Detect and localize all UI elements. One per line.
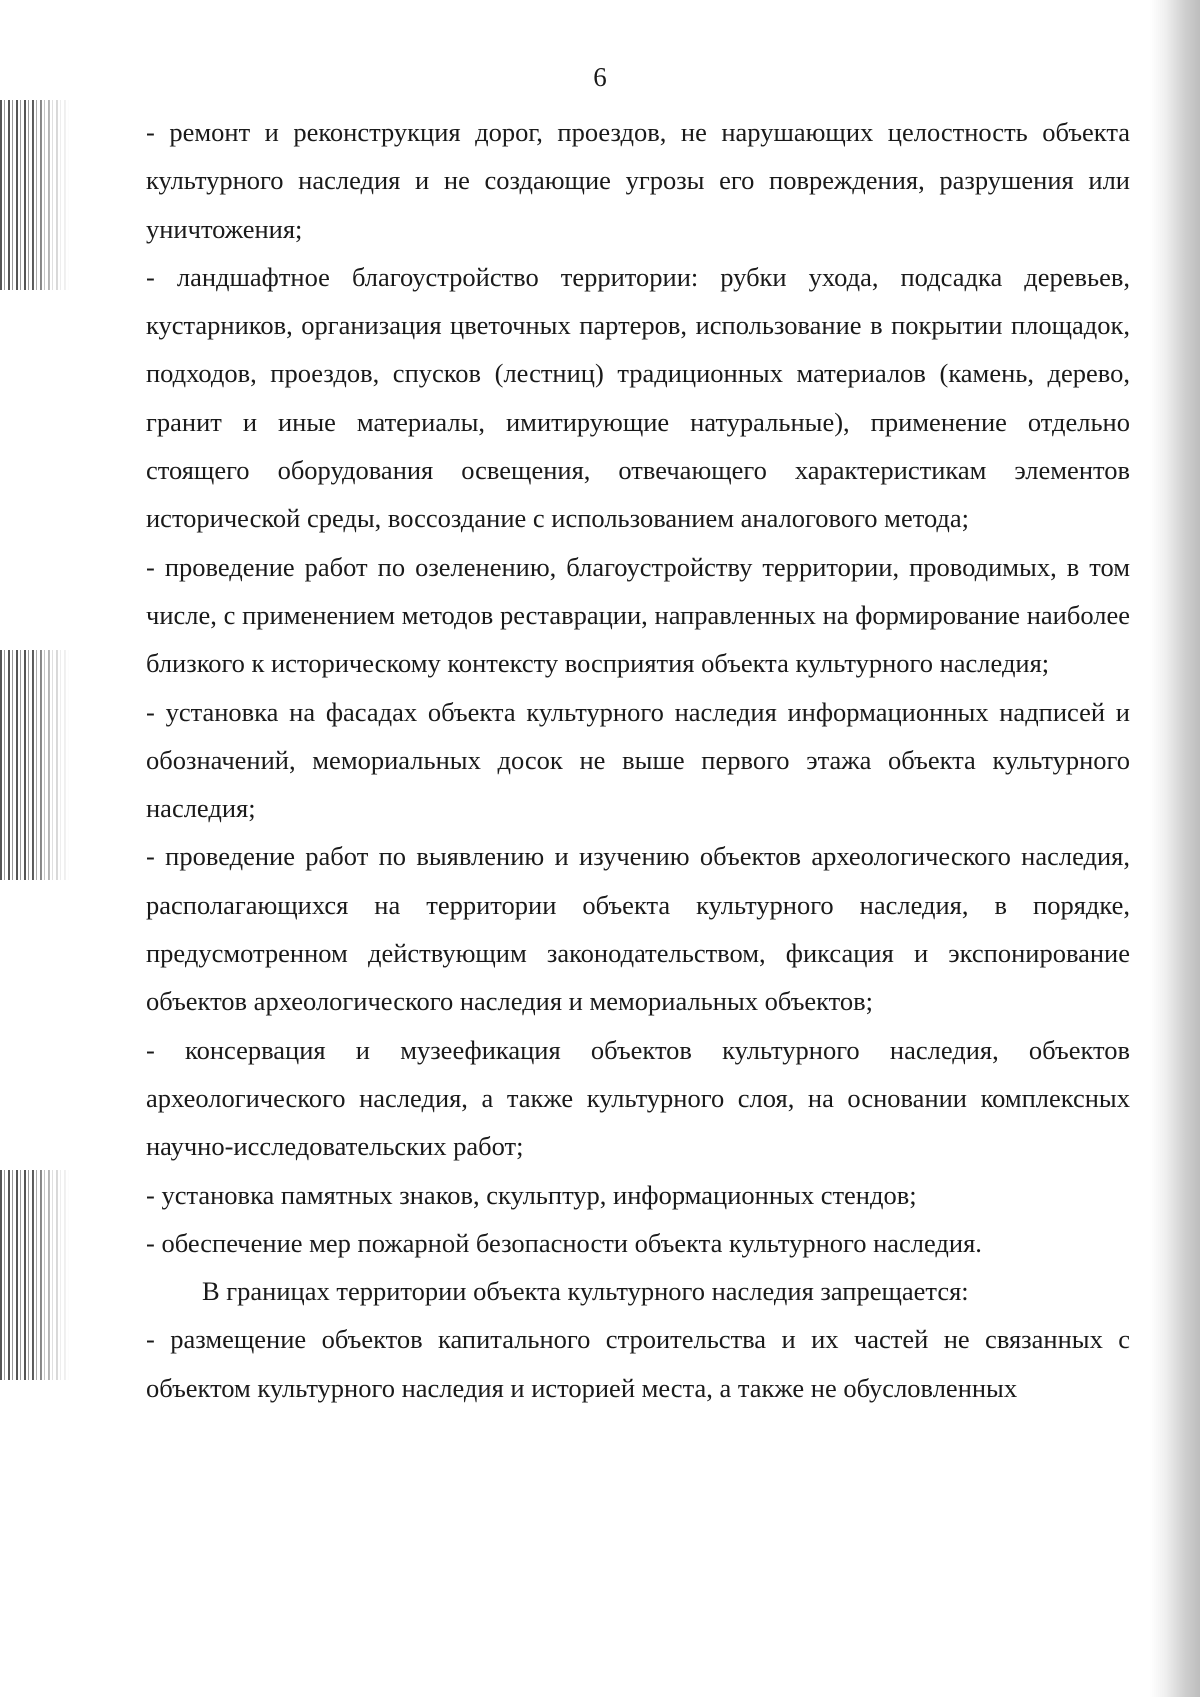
scan-artifact <box>0 1170 70 1380</box>
list-item-fire-safety: - обеспечение мер пожарной безопасности объекта культурного наследия. <box>146 1227 982 1258</box>
page-number: 6 <box>593 62 607 92</box>
document-body <box>146 108 1130 1412</box>
scan-page-edge <box>1150 0 1200 1697</box>
list-item-road-repair: - ремонт и реконструкция дорог, проездов, не нарушающих целостность объекта культурного наследия и не создающие угрозы его повреждения, разрушения или уничтожения; <box>146 117 1130 244</box>
list-item-greening: - проведение работ по озеленению, благоустройству территории, проводимых, в том числе, с применением методов реставрации, направленных на формирование наиболее близкого к историческому контексту восприятия объекта культурного наследия; <box>146 551 1130 679</box>
section-heading-prohibited: В границах территории объекта культурного наследия запрещается: <box>202 1276 969 1307</box>
scan-artifact <box>0 650 70 880</box>
list-item-memorial-signs: - установка памятных знаков, скульптур, информационных стендов; <box>146 1179 917 1210</box>
list-item-conservation: - консервация и музеефикация объектов культурного наследия, объектов археологического наследия, а также культурного слоя, на основании комплексных научно-исследовательских работ; <box>146 1034 1130 1162</box>
scan-artifact <box>0 100 70 290</box>
list-item-construction-ban: - размещение объектов капитального строительства и их частей не связанных с объектом культурного наследия и историей места, а также не обусловленных <box>146 1324 1130 1403</box>
list-item-landscape: - ландшафтное благоустройство территории: рубки ухода, подсадка деревьев, кустарников, организация цветочных партеров, использование в покрытии площадок, подходов, проездов, спусков (лестниц) традиционных материалов (камень, дерево, гранит и иные материалы, имитирующие натуральные), применение отдельно стоящего оборудования освещения, отвечающего характеристикам элементов исторической среды, воссоздание с использованием аналогового метода; <box>146 261 1130 534</box>
list-item-archaeology: - проведение работ по выявлению и изучению объектов археологического наследия, располагающихся на территории объекта культурного наследия, в порядке, предусмотренном действующим законодательством, фиксация и экспонирование объектов археологического наследия и мемориальных объектов; <box>146 841 1130 1017</box>
list-item-facade-plaques: - установка на фасадах объекта культурного наследия информационных надписей и обозначений, мемориальных досок не выше первого этажа объекта культурного наследия; <box>146 696 1130 824</box>
